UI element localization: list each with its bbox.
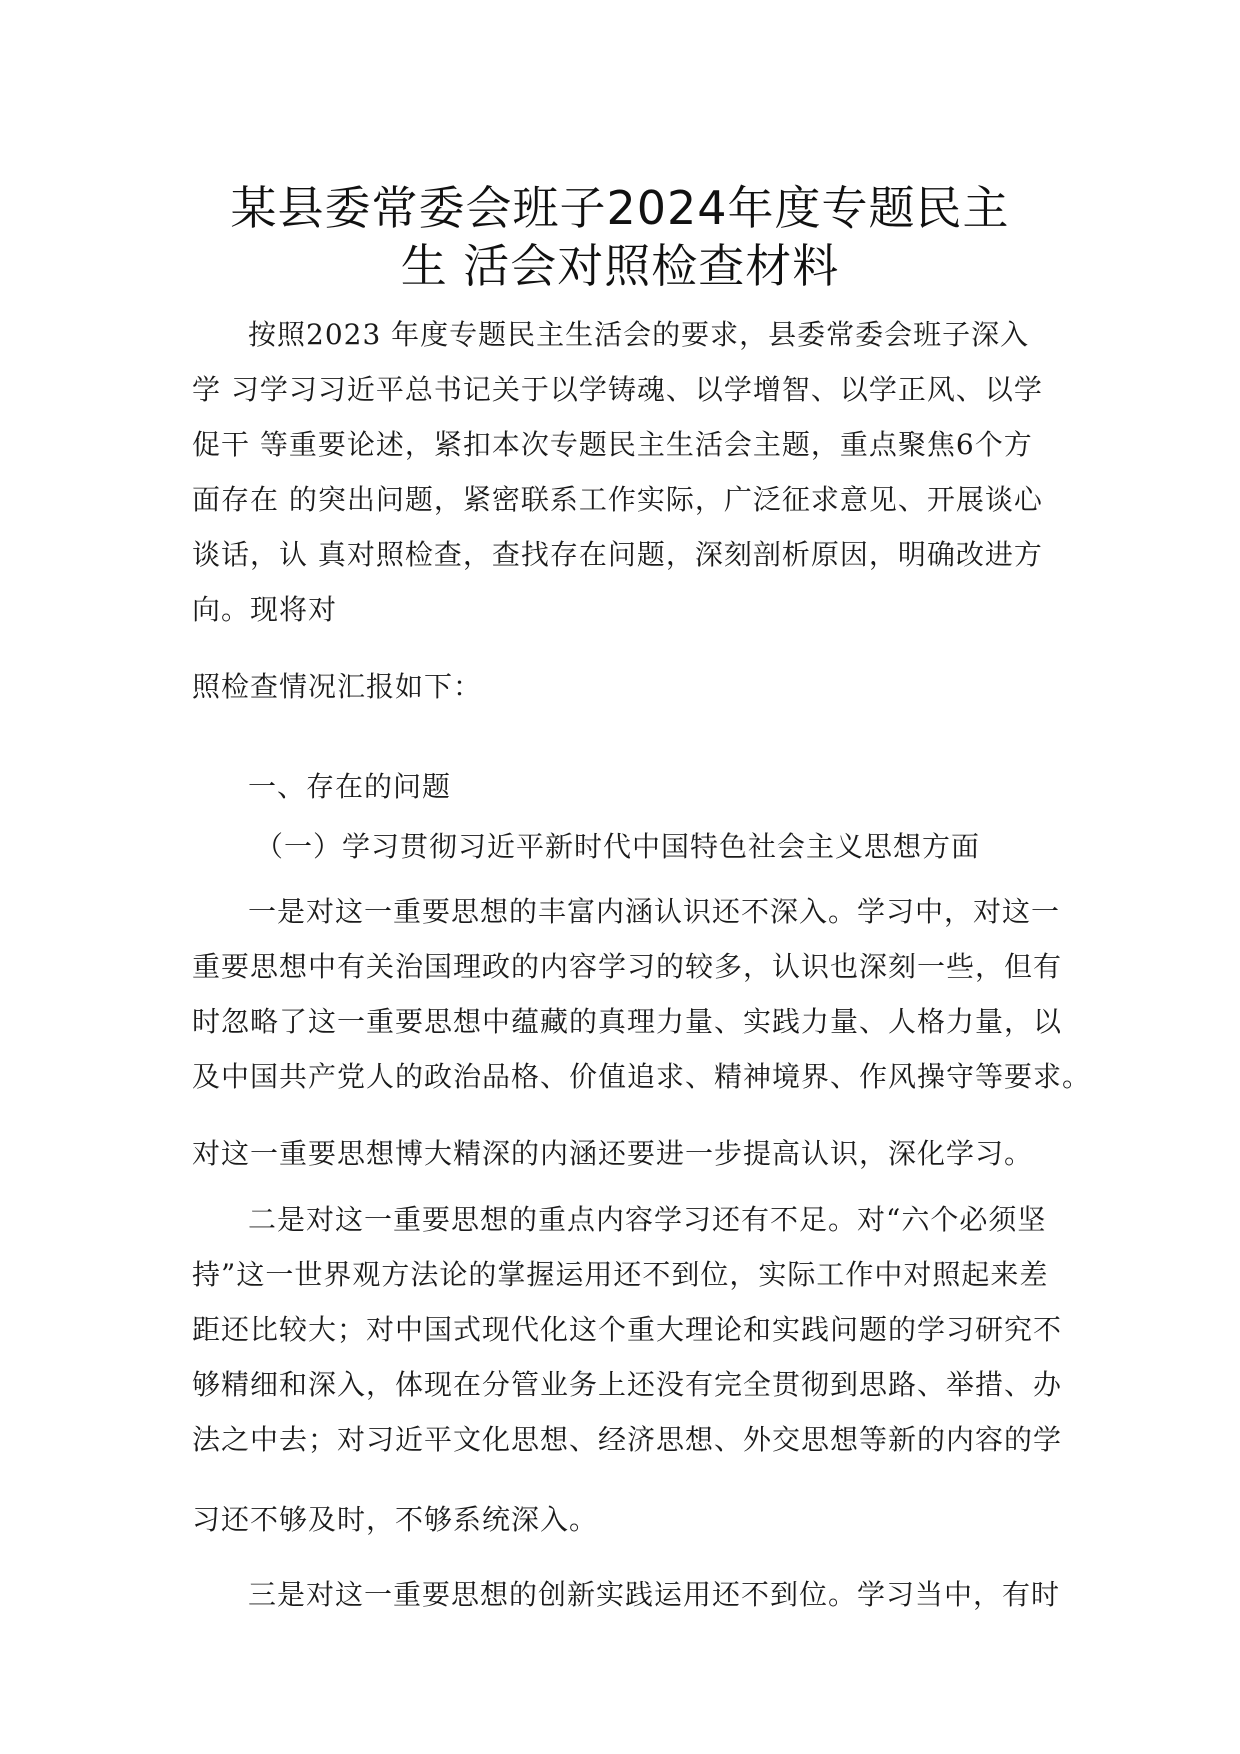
document-title-line-1: 某县委常委会班子2024年度专题民主: [230, 181, 1010, 235]
body-line: 法之中去；对习近平文化思想、经济思想、外交思想等新的内容的学: [192, 1423, 1063, 1456]
body-line: 按照2023 年度专题民主生活会的要求，县委常委会班子深入: [248, 318, 1030, 351]
body-line: 及中国共产党人的政治品格、价值追求、精神境界、作风操守等要求。: [192, 1060, 1092, 1093]
body-line: 习还不够及时，不够系统深入。: [192, 1503, 599, 1536]
body-line: 学 习学习习近平总书记关于以学铸魂、以学增智、以学正风、以学: [192, 373, 1043, 406]
body-line: 谈话，认 真对照检查，查找存在问题，深刻剖析原因，明确改进方: [192, 538, 1043, 571]
body-line: 三是对这一重要思想的创新实践运用还不到位。学习当中，有时: [248, 1578, 1061, 1611]
body-line: 够精细和深入，体现在分管业务上还没有完全贯彻到思路、举措、办: [192, 1368, 1063, 1401]
body-line: 面存在 的突出问题，紧密联系工作实际，广泛征求意见、开展谈心: [192, 483, 1043, 516]
body-line: 一是对这一重要思想的丰富内涵认识还不深入。学习中，对这一: [248, 895, 1061, 928]
section-heading: 一、存在的问题: [248, 770, 452, 803]
body-line: 重要思想中有关治国理政的内容学习的较多，认识也深刻一些，但有: [192, 950, 1063, 983]
body-line: 距还比较大；对中国式现代化这个重大理论和实践问题的学习研究不: [192, 1313, 1063, 1346]
body-line: 时忽略了这一重要思想中蕴藏的真理力量、实践力量、人格力量，以: [192, 1005, 1063, 1038]
subsection-heading: （一）学习贯彻习近平新时代中国特色社会主义思想方面: [255, 830, 981, 863]
body-line: 照检查情况汇报如下：: [192, 670, 483, 703]
document-title-line-2: 生 活会对照检查材料: [400, 239, 840, 293]
body-line: 持”这一世界观方法论的掌握运用还不到位，实际工作中对照起来差: [192, 1258, 1049, 1291]
body-line: 向。现将对: [192, 593, 338, 626]
body-line: 对这一重要思想博大精深的内涵还要进一步提高认识，深化学习。: [192, 1137, 1034, 1170]
body-line: 二是对这一重要思想的重点内容学习还有不足。对“六个必须坚: [248, 1203, 1047, 1236]
body-line: 促干 等重要论述，紧扣本次专题民主生活会主题，重点聚焦6个方: [192, 428, 1033, 461]
